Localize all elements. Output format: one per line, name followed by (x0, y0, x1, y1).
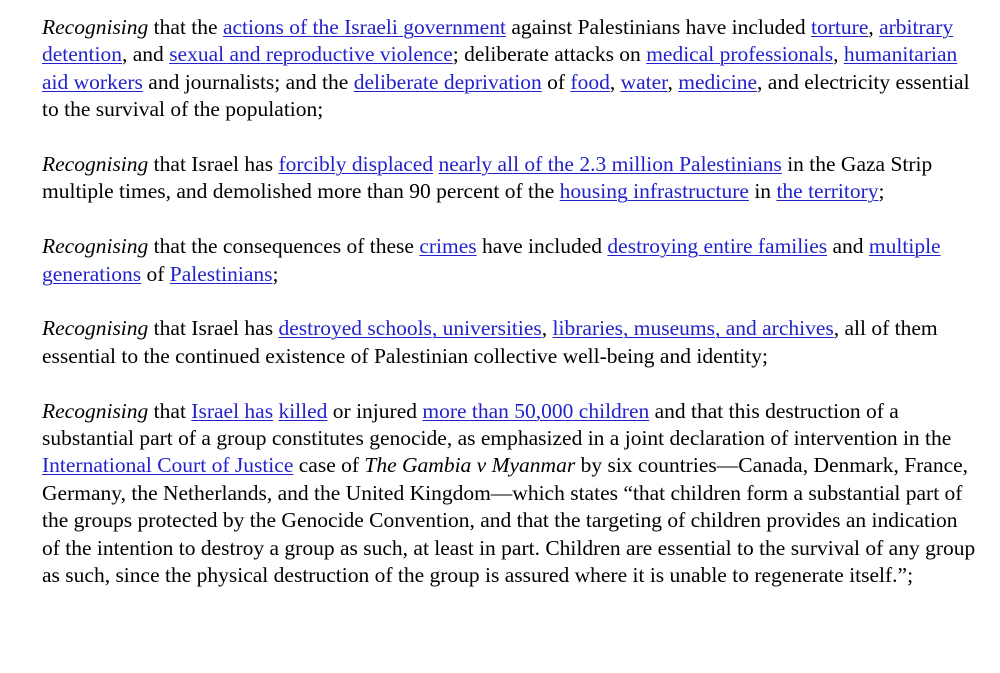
text-run: case of (293, 453, 365, 478)
italic-text: The Gambia v Myanmar (364, 453, 576, 478)
hyperlink[interactable]: food (570, 69, 610, 94)
hyperlink[interactable]: water (620, 69, 668, 94)
italic-text: Recognising (42, 316, 149, 341)
text-run: in the Gaza Strip multiple times, and demolished more than 90 percent of the (42, 152, 933, 204)
hyperlink[interactable]: arbitrary detention (42, 15, 954, 67)
text-run: and (827, 234, 869, 259)
hyperlink[interactable]: libraries, museums, and archives (552, 316, 834, 341)
text-run: against Palestinians have included (505, 15, 812, 39)
hyperlink[interactable]: Israel has (191, 398, 274, 423)
text-run: of (541, 69, 571, 94)
text-run: ; (878, 179, 885, 204)
text-run: and journalists; and the (142, 69, 354, 94)
hyperlink[interactable]: torture (811, 15, 869, 39)
document-body (42, 14, 977, 589)
paragraph-children (42, 398, 977, 590)
italic-text: Recognising (42, 15, 149, 39)
text-run: and that this destruction of a substantial part of a group constitutes genocide, as emphasized in a joint declaration of intervention in the (42, 398, 952, 451)
text-run: , (609, 69, 621, 94)
hyperlink[interactable]: destroyed schools, universities (278, 316, 542, 341)
hyperlink[interactable]: actions of the Israeli government (222, 15, 506, 39)
text-run: , and electricity essential to the survival of the population; (42, 69, 970, 122)
hyperlink[interactable]: deliberate deprivation (353, 69, 542, 94)
hyperlink[interactable]: more than 50,000 children (422, 398, 650, 423)
hyperlink[interactable]: Palestinians (169, 261, 273, 286)
paragraph-food-deprivation (42, 14, 977, 124)
text-run: , all of them essential to the continued existence of Palestinian collective well-being and identity; (42, 316, 938, 368)
hyperlink[interactable]: sexual and reproductive violence (169, 42, 453, 67)
text-run: , (541, 316, 553, 341)
text-run: in (748, 179, 777, 204)
text-run: , (833, 42, 844, 67)
text-run: ; (272, 261, 279, 286)
text-run: that Israel has (148, 152, 279, 177)
text-run: , (667, 69, 679, 94)
text-run: that the consequences of these (148, 234, 420, 259)
hyperlink[interactable]: humanitarian aid workers (42, 42, 958, 94)
hyperlink[interactable]: forcibly displaced (278, 152, 434, 177)
paragraph-schools (42, 315, 977, 370)
hyperlink[interactable]: killed (278, 398, 328, 423)
text-run: of (141, 261, 170, 286)
hyperlink[interactable]: destroying entire families (607, 234, 828, 259)
italic-text: Recognising (42, 234, 149, 259)
italic-text: Recognising (42, 398, 149, 423)
hyperlink[interactable]: the territory (776, 179, 879, 204)
hyperlink[interactable]: nearly all of the 2.3 million Palestinians (438, 152, 782, 177)
paragraph-displacement (42, 151, 977, 206)
text-run: that Israel has (148, 316, 279, 341)
text-run: have included (476, 234, 608, 259)
text-run: that (148, 398, 192, 423)
hyperlink[interactable]: housing infrastructure (559, 179, 749, 204)
text-run: ; deliberate attacks on (452, 42, 647, 67)
text-run: or injured (327, 398, 423, 423)
italic-text: Recognising (42, 152, 149, 177)
hyperlink[interactable]: medical professionals (646, 42, 834, 67)
hyperlink[interactable]: International Court of Justice (42, 453, 294, 478)
text-run: , (868, 15, 880, 39)
hyperlink[interactable]: multiple generations (42, 234, 941, 286)
text-run: by six countries—Canada, Denmark, France, Germany, the Netherlands, and the United Kingdom—which states “that children form a substantial part of the groups protected by the Genocide Convention, and that the targeting of children provides an indication of the intention to destroy a group as such, at least in part. Children are essential to the survival of any group as such, since the physical destruction of the group is assured where it is unable to regenerate itself.”; (42, 453, 976, 588)
paragraph-families (42, 233, 977, 288)
text-run: that the (148, 15, 223, 39)
text-run: , and (122, 42, 170, 67)
hyperlink[interactable]: crimes (419, 234, 477, 259)
hyperlink[interactable]: medicine (678, 69, 758, 94)
